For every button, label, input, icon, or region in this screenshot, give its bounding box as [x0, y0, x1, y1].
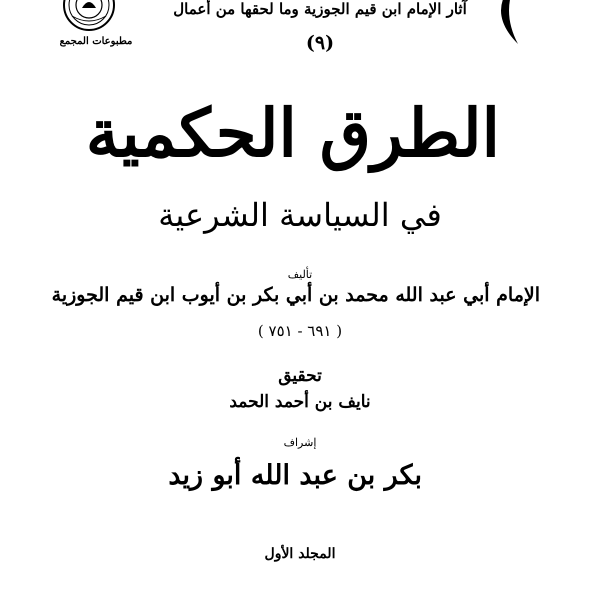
book-title: الطرق الحكمية: [85, 94, 500, 172]
crescent-ornament-icon: [478, 0, 540, 46]
book-subtitle: في السياسة الشرعية: [158, 196, 442, 234]
publisher-name: مطبوعات المجمع: [59, 36, 133, 47]
author-label: تأليف: [287, 268, 313, 281]
editor-label: تحقيق: [278, 366, 322, 386]
editor-name: نايف بن أحمد الحمد: [229, 392, 371, 412]
supervisor-label: إشراف: [283, 436, 317, 449]
series-number: (٩): [305, 32, 335, 54]
author-dates: ( ٦٩١ - ٧٥١ ): [257, 322, 343, 340]
supervisor-name: بكر بن عبد الله أبو زيد: [168, 460, 422, 491]
volume-label: المجلد الأول: [264, 546, 336, 562]
series-title: آثار الإمام ابن قيم الجوزية وما لحقها من أعمال: [173, 0, 467, 18]
author-name: الإمام أبي عبد الله محمد بن أبي بكر بن أيوب ابن قيم الجوزية: [51, 284, 540, 306]
academy-seal-icon: [62, 0, 116, 32]
